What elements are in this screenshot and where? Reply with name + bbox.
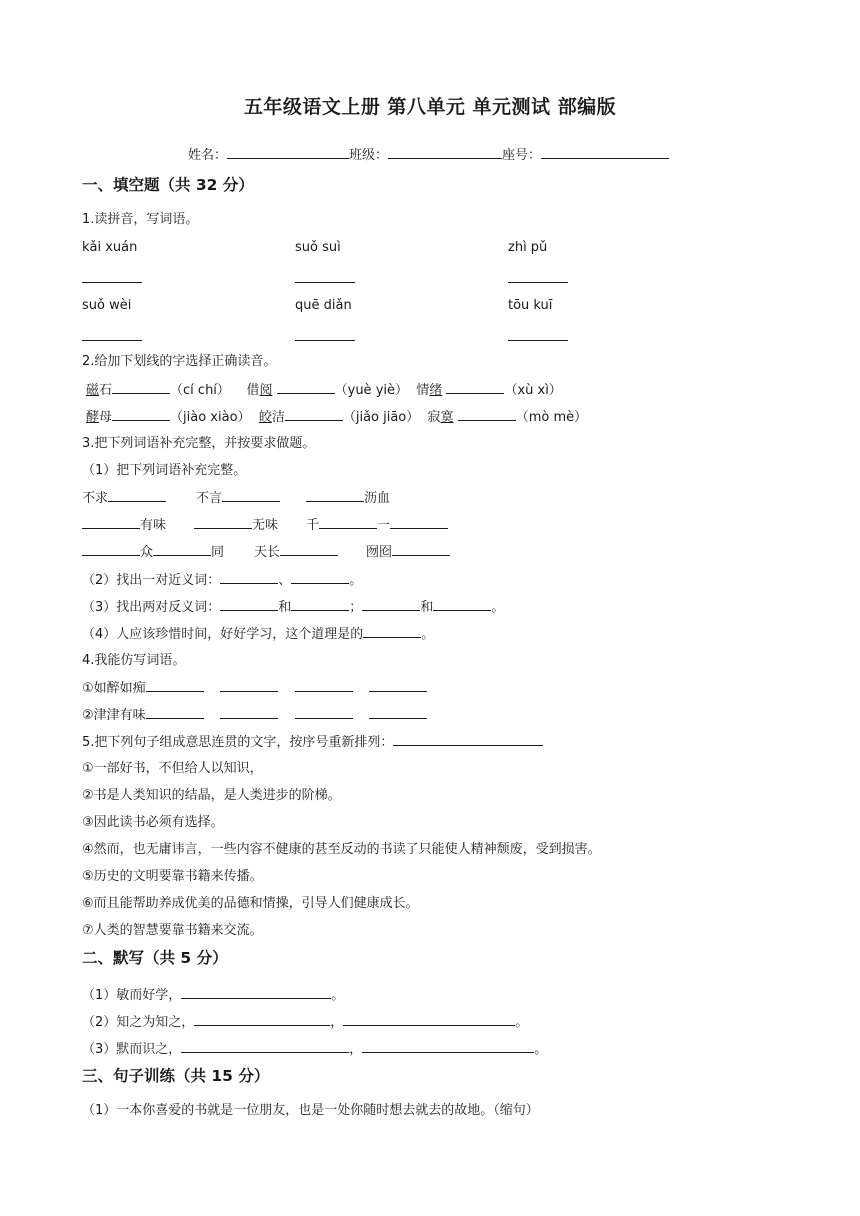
answer-blank[interactable] [112,381,170,394]
s2-line-1: （1）敏而好学， 。 [82,988,345,1003]
answer-blank[interactable] [112,408,170,421]
answer-blank[interactable] [369,706,427,719]
pinyin-6: tōu kuī [508,298,553,313]
class-blank[interactable] [388,146,502,159]
student-info-line [188,146,669,165]
q3-sub3: （3）找出两对反义词： 和 ； 和 。 [82,600,505,615]
answer-blank[interactable] [108,489,166,502]
q5-item: ④然而，也无庸讳言，一些内容不健康的甚至反动的书读了只能使人精神颓废，受到损害。 [82,842,601,857]
answer-blank[interactable] [291,571,349,584]
answer-blank[interactable] [362,598,420,611]
answer-blank[interactable] [220,598,278,611]
name-blank[interactable] [227,146,349,159]
pinyin-1: kǎi xuán [82,240,138,255]
answer-blank[interactable] [220,571,278,584]
underlined-char: 酵 [86,410,100,425]
pinyin-2: suǒ suì [295,240,341,255]
q3-row-2: 有味 [82,516,166,535]
q4-row-2: ②津津有味 [82,706,427,725]
page-title: 五年级语文上册 第八单元 单元测试 部编版 [243,96,617,118]
q5-item: ③因此读书必须有选择。 [82,815,224,830]
s2-line-3: （3）默而识之， ， 。 [82,1042,548,1057]
answer-blank[interactable] [458,408,516,421]
answer-blank[interactable] [82,270,142,289]
pinyin-5: quē diǎn [295,298,352,313]
answer-blank[interactable] [393,733,543,746]
answer-blank[interactable] [295,270,355,289]
q5-item: ⑤历史的文明要靠书籍来传播。 [82,869,263,884]
section-1-heading: 一、填空题（共 32 分） [82,176,254,194]
answer-blank[interactable] [446,381,504,394]
underlined-char: 阅 [259,383,273,398]
q3-row-3-c: 囫囵 [366,543,450,562]
answer-blank[interactable] [285,408,343,421]
q2-row-1: 磁石 （cí chí） 借阅 （yuè yiè） 情绪 （xù xì） [86,383,562,398]
answer-blank[interactable] [181,986,331,999]
pinyin-4: suǒ wèi [82,298,132,313]
q3-sub4: （4）人应该珍惜时间，好好学习，这个道理是的 。 [82,627,435,642]
seat-label: 座号： [502,148,542,163]
q1-prompt: 1.读拼音，写词语。 [82,212,199,227]
q4-row-1: ①如醉如痴 [82,679,427,698]
q3-row-3-b: 天长 [254,543,338,562]
answer-blank[interactable] [82,543,140,556]
q5-item: ⑥而且能帮助养成优美的品德和情操，引导人们健康成长。 [82,896,419,911]
answer-blank[interactable] [343,1013,515,1026]
answer-blank[interactable] [295,679,353,692]
q2-row-2: 酵母 （jiào xiào） 皎洁 （jiǎo jiāo） 寂寞 （mò mè） [86,410,588,425]
answer-blank[interactable] [295,328,355,347]
underlined-char: 绪 [429,383,443,398]
answer-blank[interactable] [194,1013,330,1026]
answer-blank[interactable] [153,543,211,556]
answer-blank[interactable] [433,598,491,611]
answer-blank[interactable] [390,516,448,529]
q3-row-2-b: 无味 [194,516,278,535]
q3-row-2-c: 千 一 [306,516,448,535]
q5-item: ①一部好书，不但给人以知识， [82,761,263,776]
answer-blank[interactable] [181,1040,349,1053]
underlined-char: 寞 [440,410,454,425]
underlined-char: 磁 [86,383,100,398]
answer-blank[interactable] [392,543,450,556]
answer-blank[interactable] [146,706,204,719]
seat-blank[interactable] [541,146,669,159]
q3-sub2: （2）找出一对近义词： 、 。 [82,573,363,588]
answer-blank[interactable] [295,706,353,719]
q3-row-1: 不求 [82,489,166,508]
answer-blank[interactable] [362,1040,534,1053]
answer-blank[interactable] [82,328,142,347]
class-label: 班级： [349,148,389,163]
answer-blank[interactable] [146,679,204,692]
q3-sub1: （1）把下列词语补充完整。 [82,463,247,478]
underlined-char: 皎 [258,410,272,425]
section-2-heading: 二、默写（共 5 分） [82,949,228,967]
q3-prompt: 3.把下列词语补充完整，并按要求做题。 [82,436,316,451]
name-label: 姓名： [188,148,228,163]
answer-blank[interactable] [222,489,280,502]
answer-blank[interactable] [194,516,252,529]
q5-item: ⑦人类的智慧要靠书籍来交流。 [82,923,263,938]
answer-blank[interactable] [363,625,421,638]
answer-blank[interactable] [291,598,349,611]
q5-item: ②书是人类知识的结晶，是人类进步的阶梯。 [82,788,341,803]
answer-blank[interactable] [280,543,338,556]
s2-line-2: （2）知之为知之， ， 。 [82,1015,529,1030]
q3-row-1-c: 沥血 [306,489,390,508]
answer-blank[interactable] [220,706,278,719]
q3-row-3: 众 同 [82,543,224,562]
section-3-heading: 三、句子训练（共 15 分） [82,1067,270,1085]
answer-blank[interactable] [277,381,335,394]
answer-blank[interactable] [319,516,377,529]
answer-blank[interactable] [82,516,140,529]
s3-line-1: （1）一本你喜爱的书就是一位朋友，也是一处你随时想去就去的故地。（缩句） [82,1103,539,1118]
q3-row-1-b: 不言 [196,489,280,508]
answer-blank[interactable] [508,328,568,347]
answer-blank[interactable] [306,489,364,502]
answer-blank[interactable] [220,679,278,692]
q2-prompt: 2.给加下划线的字选择正确读音。 [82,354,277,369]
q4-prompt: 4.我能仿写词语。 [82,653,186,668]
answer-blank[interactable] [369,679,427,692]
pinyin-3: zhì pǔ [508,240,548,255]
q5-prompt: 5.把下列句子组成意思连贯的文字，按序号重新排列： [82,733,543,752]
answer-blank[interactable] [508,270,568,289]
